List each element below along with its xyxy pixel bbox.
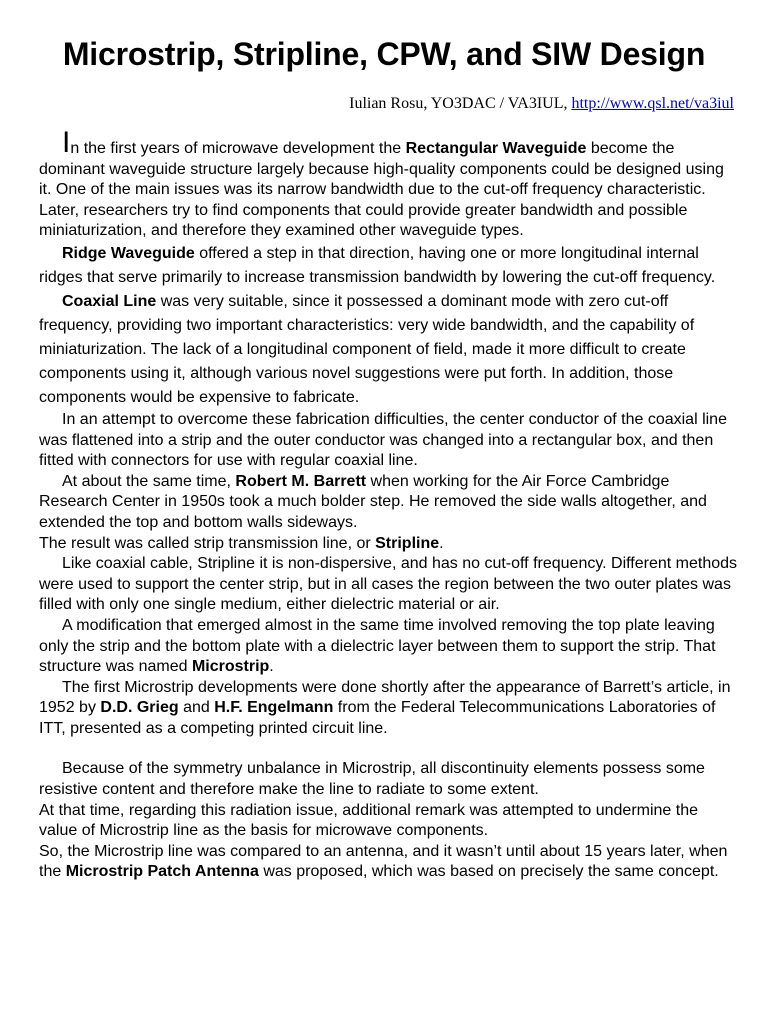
- term-stripline: Stripline: [375, 534, 440, 552]
- paragraph-microstrip-origin: A modification that emerged almost in the same time involved removing the top plate leaving only the strip and the bottom plate with a dielectric layer between them to support the strip. That structure was named Microstrip.: [39, 616, 716, 676]
- author-website-link[interactable]: http://www.qsl.net/va3iul: [571, 95, 734, 112]
- paragraph-barrett: At about the same time, Robert M. Barrett when working for the Air Force Cambridge Research Center in 1950s took a much bolder step. He removed the side walls altogether, and extended the top and bottom walls sideways.: [39, 472, 707, 531]
- paragraph-stripline-result: The result was called strip transmission line, or Stripline.: [39, 534, 444, 552]
- term-grieg: D.D. Grieg: [100, 699, 179, 717]
- paragraph-spacer: [39, 739, 739, 759]
- term-rectangular-waveguide: Rectangular Waveguide: [405, 140, 587, 157]
- paragraph-patch-antenna: So, the Microstrip line was compared to an antenna, and it wasn’t until about 15 years later, when the Microstrip Patch Antenna was proposed, which was based on precisely the same concept.: [39, 842, 728, 881]
- paragraph-rectangular-waveguide: In the first years of microwave development the Rectangular Waveguide become the dominant waveguide structure largely because high-quality components could be designed using it. One of the main issues was its narrow bandwidth due to the cut-off frequency characteristic.: [39, 126, 724, 199]
- term-robert-barrett: Robert M. Barrett: [235, 472, 367, 490]
- paragraph-bandwidth: Later, researchers try to find components that could provide greater bandwidth and possible miniaturization, and therefore they examined other waveguide types.: [39, 201, 688, 240]
- paragraph-coaxial-line: Coaxial Line was very suitable, since it possessed a dominant mode with zero cut-off frequency, providing two important characteristics: very wide bandwidth, and the capability of miniaturization. The lack of a longitudinal component of field, made it more difficult to create components using it, although various novel suggestions were put forth. In addition, those components would be expensive to fabricate.: [39, 292, 695, 406]
- paragraph-fabrication: In an attempt to overcome these fabrication difficulties, the center conductor of the coaxial line was flattened into a strip and the outer conductor was changed into a rectangular box, and then fitted with connectors for use with regular coaxial line.: [39, 410, 727, 470]
- document-body: [39, 126, 739, 883]
- paragraph-ridge-waveguide: Ridge Waveguide offered a step in that direction, having one or more longitudinal internal ridges that serve primarily to increase transmission bandwidth by lowering the cut-off frequency.: [39, 244, 716, 286]
- paragraph-first-developments: The first Microstrip developments were done shortly after the appearance of Barrett’s article, in 1952 by D.D. Grieg and H.F. Engelmann from the Federal Telecommunications Laboratories of ITT, presented as a competing printed circuit line.: [39, 678, 731, 737]
- term-microstrip-patch-antenna: Microstrip Patch Antenna: [65, 863, 259, 881]
- term-coaxial-line: Coaxial Line: [62, 292, 157, 310]
- term-engelmann: H.F. Engelmann: [214, 699, 334, 717]
- paragraph-radiation-issue: At that time, regarding this radiation issue, additional remark was attempted to undermine the value of Microstrip line as the basis for microwave components.: [39, 801, 699, 840]
- paragraph-symmetry: Because of the symmetry unbalance in Microstrip, all discontinuity elements possess some resistive content and therefore make the line to radiate to some extent.: [39, 760, 705, 799]
- term-ridge-waveguide: Ridge Waveguide: [62, 244, 195, 262]
- author-name: Iulian Rosu, YO3DAC / VA3IUL,: [349, 95, 572, 112]
- document-title: Microstrip, Stripline, CPW, and SIW Design: [62, 36, 706, 72]
- drop-cap: I: [62, 126, 71, 159]
- term-microstrip: Microstrip: [191, 658, 270, 676]
- author-line: [349, 95, 734, 113]
- paragraph-stripline-properties: Like coaxial cable, Stripline it is non-dispersive, and has no cut-off frequency. Different methods were used to support the center strip, but in all cases the region between the two outer plates was filled with only one single medium, either dielectric material or air.: [39, 555, 738, 614]
